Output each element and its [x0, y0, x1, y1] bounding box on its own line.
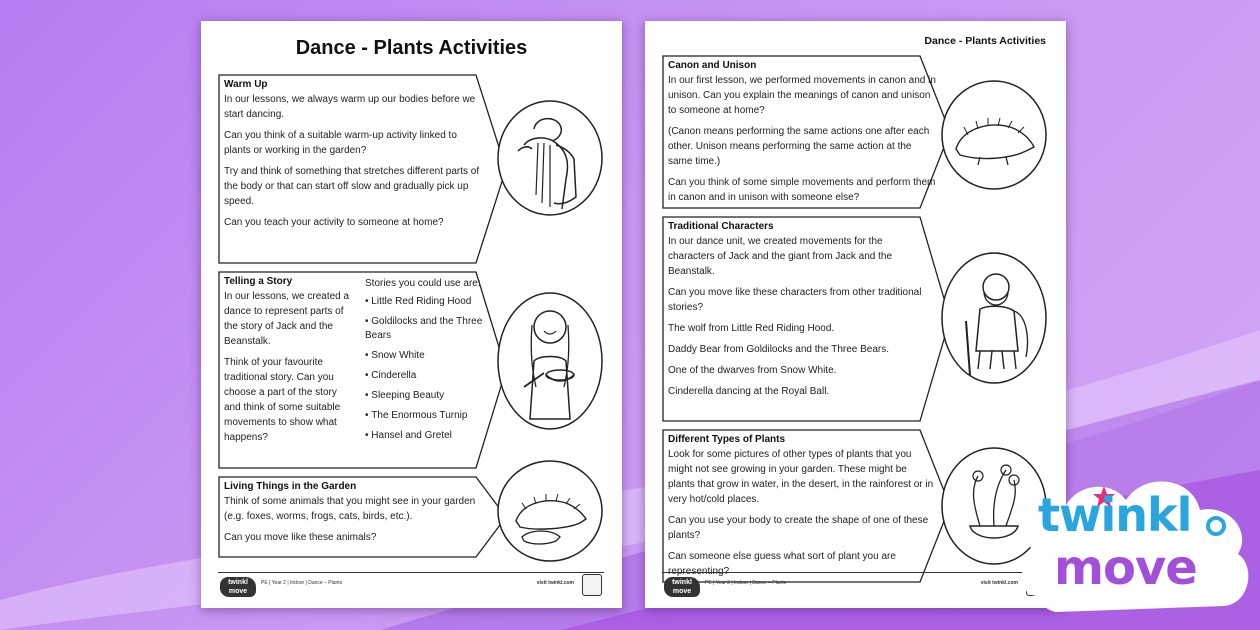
list-item: • Goldilocks and the Three Bears [365, 315, 483, 343]
card-living-things [218, 476, 508, 558]
list-item: • Snow White [365, 349, 483, 363]
card-text: One of the dwarves from Snow White. [668, 365, 837, 376]
card-warm-up [218, 74, 508, 264]
list-item: • Sleeping Beauty [365, 389, 483, 403]
card-text: In our dance unit, we created movements for the characters of Jack and the giant from Jack and the Beanstalk. [668, 236, 893, 277]
card-heading: Canon and Unison [668, 60, 757, 71]
list-item: • Cinderella [365, 369, 483, 383]
card-text: Can you teach your activity to someone at home? [224, 217, 444, 228]
worksheet-page-1 [201, 21, 622, 608]
stories-list [365, 295, 483, 443]
card-telling-a-story [218, 271, 508, 469]
page-title: Dance - Plants Activities [295, 37, 528, 59]
stories-intro: Stories you could use are: [365, 278, 481, 289]
card-text: Daddy Bear from Goldilocks and the Three Bears. [668, 344, 890, 355]
stories-column [365, 276, 483, 449]
footer-divider [218, 572, 604, 573]
footer-url[interactable]: visit twinkl.com [980, 580, 1018, 586]
card-types-of-plants [662, 429, 952, 583]
footer-logo: twinkl move [220, 577, 256, 597]
card-text: In our lessons, we created a dance to represent parts of the story of Jack and the Beanstalk. [224, 291, 350, 347]
card-traditional-characters [662, 216, 952, 422]
card-text: Cinderella dancing at the Royal Ball. [668, 386, 830, 397]
list-item: • Little Red Riding Hood [365, 295, 483, 309]
footer-path: PE | Year 2 | Indoor | Dance – Plants [705, 580, 787, 586]
twinkl-move-logo [1016, 446, 1256, 626]
card-text: Can you use your body to create the shape of one of these plants? [668, 515, 929, 541]
footer-path: PE | Year 2 | Indoor | Dance – Plants [261, 580, 343, 586]
card-text: Can someone else guess what sort of plant you are representing? [668, 551, 896, 577]
hedgehogs-illustration [496, 459, 604, 563]
footer-badge-icon [582, 574, 602, 596]
dwarf-illustration [940, 251, 1048, 385]
card-heading: Different Types of Plants [668, 434, 786, 445]
card-text: Look for some pictures of other types of plants that you might not see growing in your garden. These might be plants that grow in water, in the desert, in the rainforest or in very hot/cold places. [668, 449, 934, 505]
card-text: Can you move like these animals? [224, 532, 377, 543]
card-text: Think of some animals that you might see in your garden (e.g. foxes, worms, frogs, cats, birds, etc.). [224, 496, 476, 522]
card-text: Try and think of something that stretches different parts of the body or that can start off slow and gradually pick up speed. [224, 166, 480, 207]
card-text: In our first lesson, we performed movements in canon and in unison. Can you explain the meanings of canon and unison to someone at home? [668, 75, 936, 116]
child-stretching-illustration [496, 99, 604, 217]
footer-url[interactable]: visit twinkl.com [536, 580, 574, 586]
card-canon-and-unison [662, 55, 952, 209]
card-text: The wolf from Little Red Riding Hood. [668, 323, 835, 334]
card-heading: Warm Up [224, 79, 268, 90]
logo-word-move: move [1054, 540, 1197, 596]
footer-logo: twinkl move [664, 577, 700, 597]
card-text: (Canon means performing the same actions one after each other. Unison means performing the same action at the same time.) [668, 126, 930, 167]
card-text: Can you move like these characters from other traditional stories? [668, 287, 922, 313]
list-item: • The Enormous Turnip [365, 409, 483, 423]
card-text: Can you think of a suitable warm-up activity linked to plants or working in the garden? [224, 130, 457, 156]
card-text: In our lessons, we always warm up our bodies before we start dancing. [224, 94, 476, 120]
worksheet-page-2 [645, 21, 1066, 608]
card-text: Can you think of some simple movements and perform them in canon and in unison with someone else? [668, 177, 936, 203]
card-heading: Living Things in the Garden [224, 481, 357, 492]
card-heading: Telling a Story [224, 276, 293, 287]
footer-divider [662, 572, 1048, 573]
card-text: Think of your favourite traditional story. Can you choose a part of the story and think of some suitable movements to show what happens? [224, 357, 341, 443]
girl-with-bowl-illustration [496, 291, 604, 431]
logo-word-twinkl: twinkl [1038, 488, 1192, 542]
page-header: Dance - Plants Activities [924, 35, 1046, 47]
card-heading: Traditional Characters [668, 221, 774, 232]
hedgehog-illustration [940, 79, 1048, 191]
list-item: • Hansel and Gretel [365, 429, 483, 443]
